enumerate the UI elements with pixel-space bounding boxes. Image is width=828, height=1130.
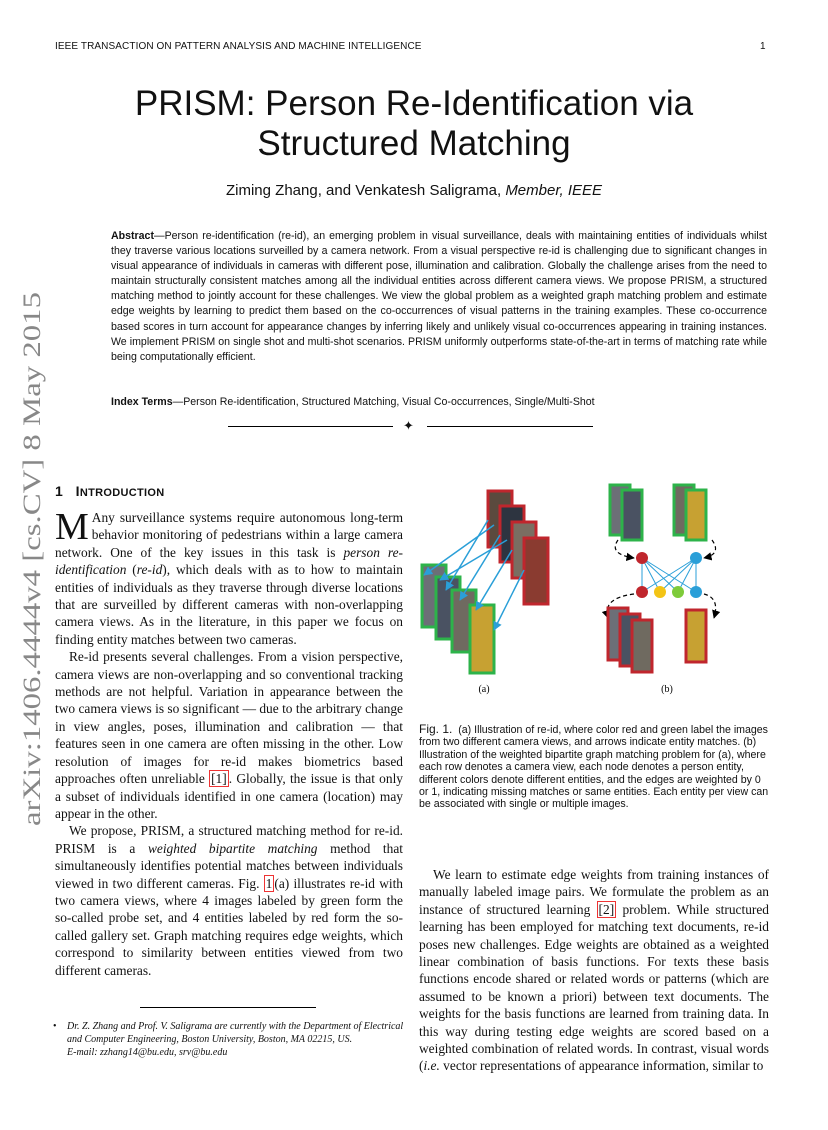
figure-caption-label: Fig. 1.	[419, 722, 453, 736]
index-terms-label: Index Terms	[111, 396, 173, 408]
intro-paragraph-2	[55, 648, 403, 822]
footnote-affiliation: Dr. Z. Zhang and Prof. V. Saligrama are currently with the Department of Electrical and Computer Engineering, Boston University, Boston, MA 02215, US.	[67, 1021, 404, 1045]
right-paragraph-1	[419, 866, 769, 1075]
emphasis: weighted bipartite matching	[147, 840, 318, 856]
graph-node-blue	[690, 586, 702, 598]
text-run: problem. While structured learning has been employed for matching text documents, re-id poses new challenges. Edge weights are obtained as a weighted linear combination of basis functions. For texts these basis functions encode shared or related words or patterns (which are assumed to be known a priori) between text documents. The weights for the basis functions are learned from training data. In this way during testing edge weights are scored based on a weighted combination of related words. In contrast, visual words (	[419, 901, 769, 1074]
intro-paragraph-1	[55, 506, 404, 648]
left-column	[55, 506, 404, 979]
diamond-separator-icon: ✦	[403, 418, 414, 433]
graph-node-green	[672, 586, 684, 598]
footnote	[55, 1020, 405, 1059]
separator-rule-left	[228, 426, 393, 427]
title-line-2: Structured Matching	[257, 124, 571, 163]
probe-images-green	[422, 565, 494, 673]
arxiv-stamp	[10, 290, 50, 826]
person-image	[622, 490, 642, 540]
section-number: 1	[55, 483, 64, 499]
graph-node-red	[636, 552, 648, 564]
graph-node-yellow	[654, 586, 666, 598]
probe-view-images	[610, 485, 706, 540]
running-header: IEEE TRANSACTION ON PATTERN ANALYSIS AND MACHINE INTELLIGENCE	[55, 41, 422, 52]
person-image	[470, 605, 494, 673]
page-number: 1	[760, 41, 766, 52]
intro-paragraph-3	[55, 822, 403, 979]
subfigure-label-b: (b)	[661, 684, 673, 695]
text-run: Re-id presents several challenges. From a vision perspective, camera views are non-overlapping and so conventional tracking methods are not helpful. Variation in appearance between the two camera views is so significant — due to the arbitrary change in view angles, poses, illumination and calibration — that features seen in one camera are often missing in the other. Low resolution of images for re-id makes biometrics based approaches often unreliable	[55, 649, 403, 787]
author-membership: Member, IEEE	[505, 182, 603, 199]
person-image	[632, 620, 652, 672]
abstract-label: Abstract	[111, 230, 154, 242]
dashed-grouping-arrows	[607, 540, 716, 618]
emphasis: re-id	[136, 562, 163, 578]
graph-node-red	[636, 586, 648, 598]
subfigure-label-a: (a)	[478, 684, 490, 695]
arxiv-id: arXiv:1406.4444v4 [cs.CV] 8 May 2015	[19, 419, 46, 826]
grouping-arrow	[615, 540, 634, 558]
abstract	[111, 229, 767, 365]
grouping-arrow	[704, 540, 716, 558]
figure-panel-a	[422, 491, 548, 695]
figure-caption	[419, 723, 769, 811]
citation-link[interactable]: [1]	[211, 771, 227, 787]
graph-node-blue	[690, 552, 702, 564]
abstract-text: —Person re-identification (re-id), an emerging problem in visual surveillance, deals with maintaining entities of individuals whilst they traverse various locations surveilled by a camera network. From a visual perspective re-id is challenging due to significant changes in visual appearance of individuals in cameras with different pose, illumination and calibration. Globally the challenge arises from the need to maintain structurally consistent matches among all the individual entities across different camera views. We propose PRISM, a structured matching method to jointly account for these challenges. We view the global problem as a weighted graph matching problem and estimate edge weights by learning to predict them based on the co-occurrences of visual patterns in the training examples. These co-occurrence based scores in turn account for appearance changes by inferring likely and unlikely visual co-occurrences appearing in training instances. We implement PRISM on single shot and multi-shot scenarios. PRISM uniformly outperforms state-of-the-art in terms of matching rate while being computationally efficient.	[111, 230, 767, 363]
text-run: (a) illustrates re-id with two camera views, where 4 images labeled by green form the so-called probe set, and 4 entities labeled by red form the so-called gallery set. Graph matching requires edge weights, which correspond to similarity between entities viewed from two different cameras.	[55, 875, 403, 978]
section-title-initial: I	[75, 483, 80, 499]
text-run: . Globally, the issue is that only a subset of individuals identified in one camera (location) may appear in the other.	[55, 771, 403, 821]
figure-panel-b	[607, 485, 716, 695]
text-run: vector representations of appearance information, similar to	[439, 1058, 764, 1074]
person-image	[524, 538, 548, 604]
match-arrow	[494, 570, 524, 630]
emphasis: i.e.	[423, 1058, 440, 1074]
right-column	[419, 866, 769, 1075]
emphasis: person re-identification	[55, 544, 404, 578]
figure-1	[412, 480, 772, 700]
section-heading	[55, 483, 164, 499]
match-arrow	[476, 550, 512, 610]
figure-link[interactable]: 1	[265, 875, 273, 891]
text-run: Any surveillance systems require autonomous long-term behavior monitoring of pedestrians within a large camera network. One of the key issues in this task is	[55, 510, 403, 560]
text-run: method that simultaneously identifies potential matches between individuals viewed in two different cameras. Fig.	[55, 840, 404, 891]
drop-cap: M	[55, 506, 89, 548]
section-title-rest: NTRODUCTION	[79, 487, 165, 499]
gallery-view-images	[608, 608, 706, 672]
text-run: We learn to estimate edge weights from training instances of manually labeled image pairs. We formulate the problem as an instance of structured learning	[419, 867, 769, 917]
person-image	[686, 610, 706, 662]
separator-rule-right	[427, 426, 593, 427]
bipartite-edges	[642, 558, 696, 592]
gallery-images-red	[488, 491, 548, 604]
paper-title	[0, 84, 828, 164]
person-image	[686, 490, 706, 540]
author-names: Ziming Zhang, and Venkatesh Saligrama,	[225, 182, 502, 199]
citation-link[interactable]: [2]	[598, 901, 615, 917]
title-line-1: PRISM: Person Re-Identification via	[134, 84, 694, 123]
text-run: We propose, PRISM, a structured matching method for re-id. PRISM is a	[55, 823, 403, 856]
index-terms	[111, 396, 767, 408]
index-terms-text: —Person Re-identification, Structured Matching, Visual Co-occurrences, Single/Multi-Shot	[172, 396, 595, 408]
footnote-rule	[140, 1007, 316, 1008]
text-run: ), which deals with as to how to maintain entities of individuals as they traverse through diverse locations that are surveilled by different cameras with non-overlapping camera views. As in the literature, in this paper we focus on finding entity matches between two cameras.	[55, 562, 403, 647]
footnote-email: E-mail: zzhang14@bu.edu, srv@bu.edu	[67, 1047, 228, 1058]
authors	[0, 182, 828, 199]
footnote-bullet: •	[53, 1021, 57, 1032]
figure-caption-text: (a) Illustration of re-id, where color red and green label the images from two different camera views, and arrows indicate entity matches. (b) Illustration of the weighted bipartite graph matching problem for (a), where each row denotes a camera view, each node denotes a person entity, different colors denote different entities, and the edges are weighted by 0 or 1, indicating missing matches or same entities. Each entity per view can be associated with single or multiple images.	[419, 724, 769, 811]
text-run: (	[126, 562, 137, 578]
